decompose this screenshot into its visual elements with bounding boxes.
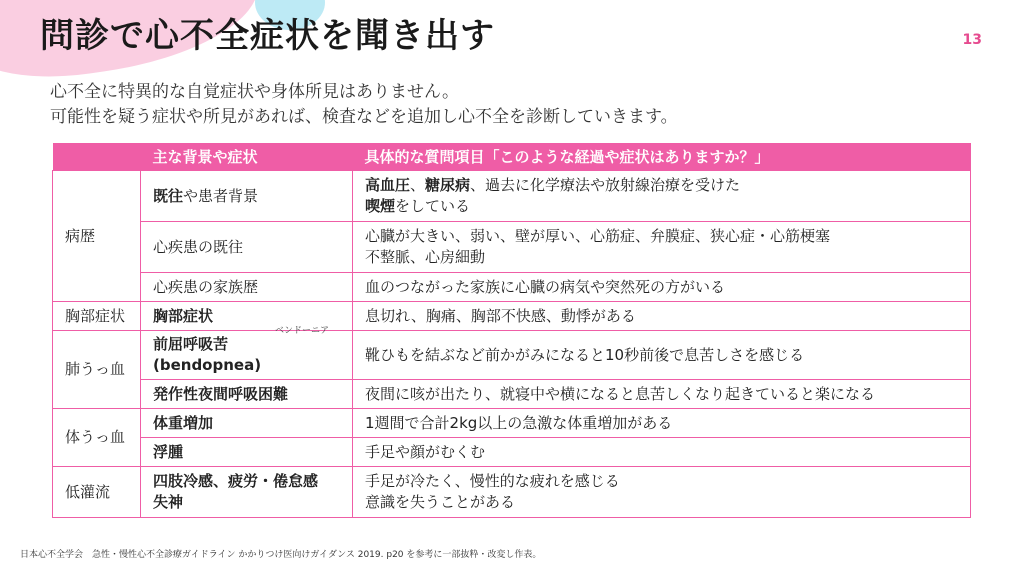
q-bold-smoking: 喫煙 [365,197,396,215]
row-item: 心疾患の家族歴 [141,273,353,302]
header-question: 具体的な質問項目「このような経過や症状はありますか？」 [353,143,971,171]
row-question: 手足や顔がむくむ [353,438,971,467]
group-label-history: 病歴 [53,171,141,302]
q-line-1: 手足が冷たく、慢性的な疲れを感じる [365,472,620,490]
row-item [141,467,353,518]
intro-line-1: 心不全に特異的な自覚症状や身体所見はありません。 [50,82,460,102]
row-question [353,222,971,273]
row-question: 靴ひもを結ぶなど前かがみになると10秒前後で息苦しさを感じる [353,331,971,380]
row-question [353,467,971,518]
table-header-row [53,143,971,171]
row-question: 息切れ、胸痛、胸部不快感、動悸がある [353,302,971,331]
q-bold-hypertension: 高血圧 [365,176,411,194]
item-rest: や患者背景 [183,186,259,205]
table-row [53,171,971,222]
group-label-lung: 肺うっ血 [53,331,141,409]
table-row [53,302,971,331]
q-line-2: 不整脈、心房細動 [365,248,486,266]
row-item: 発作性夜間呼吸困難 [141,380,353,409]
item-line-1: 四肢冷感、疲労・倦怠感 [153,472,319,490]
symptom-table [52,143,971,518]
ruby-reading: ベンドーニア [275,326,330,336]
q-bold-diabetes: 糖尿病 [425,176,471,194]
header-background: 主な背景や症状 [141,143,353,171]
intro-line-2: 可能性を疑う症状や所見があれば、検査などを追加し心不全を診断していきます。 [50,107,678,127]
row-question: 夜間に咳が出たり、就寝中や横になると息苦しくなり起きていると楽になる [353,380,971,409]
table-row [53,467,971,518]
row-question: 血のつながった家族に心臓の病気や突然死の方がいる [353,273,971,302]
intro-text [50,80,678,130]
row-question [353,171,971,222]
table-row [53,331,971,380]
page-number: 13 [962,32,982,48]
group-label-chest: 胸部症状 [53,302,141,331]
row-item [141,326,353,380]
table-row [53,380,971,409]
header-group [53,143,141,171]
group-label-perfusion: 低灌流 [53,467,141,518]
item-text: 前屈呼吸苦 (bendopnea) [153,335,262,374]
footnote: 日本心不全学会 急性・慢性心不全診療ガイドライン かかりつけ医向けガイダンス 2019. p20 を参考に一部抜粋・改変し作表。 [20,550,542,560]
item-line-2: 失神 [153,493,184,511]
page-title: 問診で心不全症状を聞き出す [40,16,495,56]
table-row [53,438,971,467]
table-row [53,409,971,438]
item-bold: 既往 [153,186,184,205]
row-question: 1週間で合計2kg以上の急激な体重増加がある [353,409,971,438]
row-item [141,171,353,222]
row-item: 体重増加 [141,409,353,438]
q-line2-rest: をしている [395,197,471,215]
row-item: 胸部症状 [141,302,353,331]
row-item: 浮腫 [141,438,353,467]
table-row [53,273,971,302]
q-line-1: 心臓が大きい、弱い、壁が厚い、心筋症、弁膜症、狭心症・心筋梗塞 [365,227,831,245]
table-row [53,222,971,273]
group-label-body: 体うっ血 [53,409,141,467]
q-rest: 、過去に化学療法や放射線治療を受けた [470,176,741,194]
q-line-2: 意識を失うことがある [365,493,516,511]
row-item: 心疾患の既往 [141,222,353,273]
q-sep: 、 [410,176,426,194]
